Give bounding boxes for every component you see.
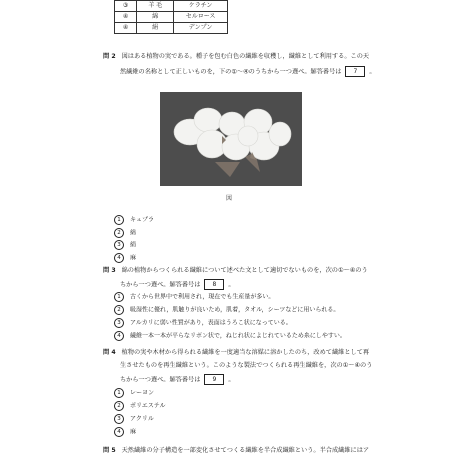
option-number-circle: 3 xyxy=(114,240,124,250)
q4-line1 xyxy=(103,348,369,358)
q5-text-1: 天然繊維の分子構造を一部変化させてつくる繊維を半合成繊維という。半合成繊維にはア xyxy=(121,447,370,454)
table-cell-num: ④ xyxy=(115,23,137,34)
q3-text-2: ちから一つ選べ。解答番号は xyxy=(120,281,201,289)
q2-text-2-end: 。 xyxy=(369,68,376,76)
q4-text-3: ちから一つ選べ。解答番号は xyxy=(120,376,201,384)
table-row xyxy=(115,12,228,23)
option-text: キュプラ xyxy=(130,216,155,224)
q2-option-2 xyxy=(114,228,136,238)
table-cell-fiber: 羊 毛 xyxy=(137,1,174,12)
option-number-circle: 1 xyxy=(114,388,124,398)
option-number-circle: 3 xyxy=(114,318,124,328)
option-number-circle: 2 xyxy=(114,401,124,411)
q2-option-1 xyxy=(114,215,154,225)
q3-label: 問 3 xyxy=(103,267,116,274)
option-number-circle: 2 xyxy=(114,305,124,315)
q4-text-3-end: 。 xyxy=(228,376,235,384)
table-cell-num: ④ xyxy=(115,12,137,23)
option-number-circle: 4 xyxy=(114,331,124,341)
q3-option-1 xyxy=(114,292,274,302)
q3-option-3 xyxy=(114,318,292,328)
q2-label: 問 2 xyxy=(103,53,116,60)
q4-option-1 xyxy=(114,388,154,398)
table-row xyxy=(115,1,228,12)
option-number-circle: 4 xyxy=(114,427,124,437)
q4-answer-box: 9 xyxy=(204,374,224,385)
table-cell-fiber: 綿 xyxy=(137,12,174,23)
q4-text-1: 植物の実や木材から得られる繊維を一度適当な溶媒に溶かしたのち，改めて繊維として再 xyxy=(121,349,370,356)
option-number-circle: 4 xyxy=(114,253,124,263)
option-text: 繊維一本一本が平らなリボン状で，ねじれ状によじれているため糸にしやすい。 xyxy=(130,332,346,340)
q3-text-1: 綿の植物からつくられる繊維について述べた文として適切でないものを，次の①～④のう xyxy=(121,267,368,274)
q3-answer-box: 8 xyxy=(204,279,224,290)
option-text: アルカリに弱い性質があり，表面はうろこ状になっている。 xyxy=(130,319,292,327)
q4-option-2 xyxy=(114,401,165,411)
q3-option-2 xyxy=(114,305,339,315)
option-number-circle: 1 xyxy=(114,215,124,225)
table-cell-num: ③ xyxy=(115,1,137,12)
table-cell-fiber: 絹 xyxy=(137,23,174,34)
q2-line1 xyxy=(103,52,369,62)
q4-text-2: 生させたものを再生繊維という。このような製法でつくられる再生繊維を，次の①～④のう xyxy=(120,362,373,369)
q2-option-4 xyxy=(114,253,136,263)
option-number-circle: 3 xyxy=(114,414,124,424)
table-row xyxy=(115,23,228,34)
option-text: 麻 xyxy=(130,254,137,262)
option-text: アクリル xyxy=(130,415,154,423)
q3-option-4 xyxy=(114,331,346,341)
option-number-circle: 2 xyxy=(114,228,124,238)
option-text: 麻 xyxy=(130,428,137,436)
q3-line1 xyxy=(103,266,368,276)
q2-answer-box: 7 xyxy=(345,66,365,77)
q5-label: 問 5 xyxy=(103,447,116,454)
fiber-table xyxy=(114,0,228,34)
q4-line2 xyxy=(120,361,372,371)
q4-option-4 xyxy=(114,427,136,437)
q4-label: 問 4 xyxy=(103,349,116,356)
option-text: ポリエステル xyxy=(130,402,166,410)
q4-line3 xyxy=(120,374,235,386)
q2-option-3 xyxy=(114,240,136,250)
q2-text-2: 然繊維の名称として正しいものを，下の①～④のうちから一つ選べ。解答番号は xyxy=(120,68,342,76)
option-text: 絹 xyxy=(130,241,137,249)
option-text: 古くから世界中で利用され，現在でも生産量が多い。 xyxy=(130,293,275,301)
cotton-photo xyxy=(160,92,302,186)
table-cell-comp: セルロース xyxy=(174,12,228,23)
cotton-image xyxy=(160,92,302,186)
option-text: 綿 xyxy=(130,229,137,237)
table-cell-comp: ケラチン xyxy=(174,1,228,12)
table-cell-comp: デンプン xyxy=(174,23,228,34)
q4-option-3 xyxy=(114,414,154,424)
option-text: 吸湿性に優れ，肌触りが良いため，肌着，タオル，シーツなどに用いられる。 xyxy=(130,306,340,314)
q5-line1 xyxy=(103,446,369,456)
option-number-circle: 1 xyxy=(114,292,124,302)
q3-line2 xyxy=(120,279,235,291)
q2-line2 xyxy=(120,66,376,78)
q2-text-1: 図はある植物の実である。種子を包む白色の繊維を収穫し，繊維として利用する。この天 xyxy=(121,53,370,60)
figure-label: 図 xyxy=(226,195,233,202)
q3-text-2-end: 。 xyxy=(228,281,235,289)
option-text: レーヨン xyxy=(130,389,155,397)
